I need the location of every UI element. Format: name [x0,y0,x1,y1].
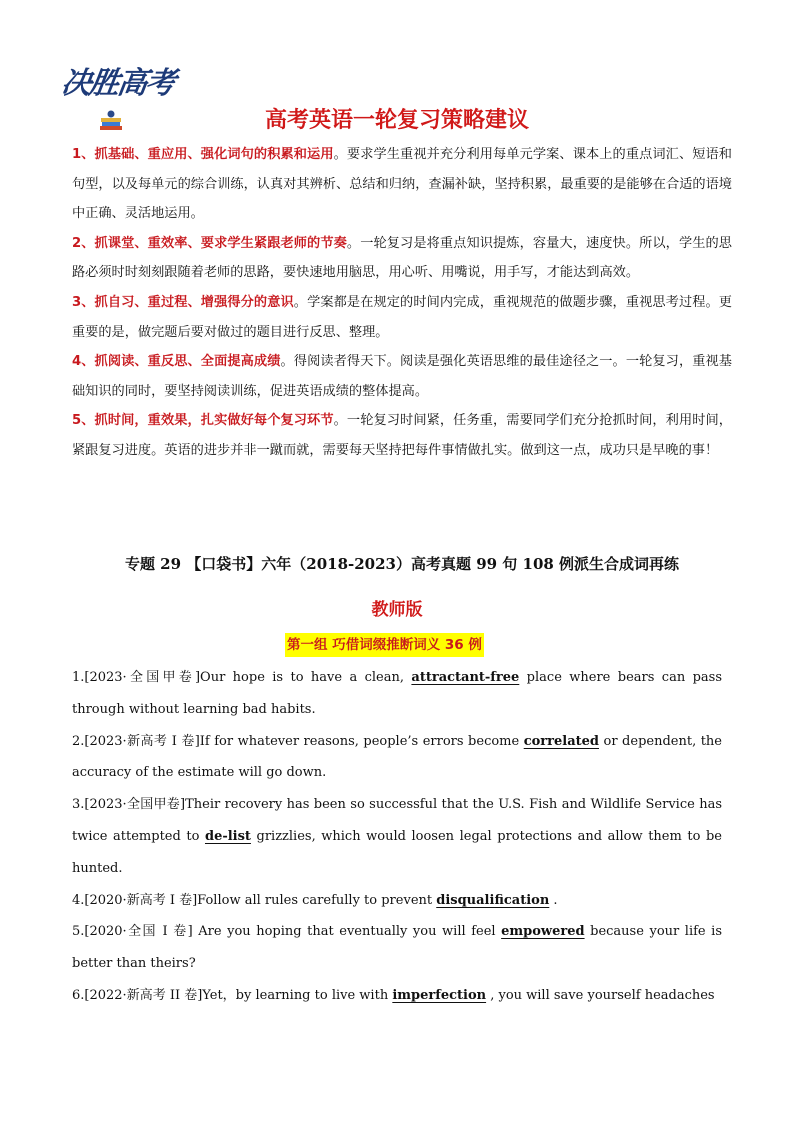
tip-heading: 3、抓自习、重过程、增强得分的意识 [72,294,294,310]
sentence-item [72,662,722,726]
page-title: 高考英语一轮复习策略建议 [264,108,529,133]
tip-body: 。要求学生重视并充分利用每单元学案、课本上的重点词汇、短语和句型，以及每单元的综合训练，认真对其辨析、总结和归纳，查漏补缺，坚持积累，最重要的是能够在合适的语境中正确、灵活地运用。 [72,147,732,222]
answer-word: disqualification [436,892,550,908]
sentence-text: or dependent, the accuracy of the estimate will go down. [72,733,723,781]
sentence-text: because your life is better than theirs? [72,924,722,972]
tip-body: 。得阅读者得天下。阅读是强化英语思维的最佳途径之一。一轮复习，重视基础知识的同时，要坚持阅读训练，促进英语成绩的整体提高。 [72,354,732,399]
tip-body: 。一轮复习时间紧，任务重，需要同学们充分抢抓时间，利用时间，紧跟复习进度。英语的进步并非一蹴而就，需要每天坚持把每件事情做扎实。做到这一点，成功只是早晚的事！ [72,413,732,458]
edition-label: 教师版 [371,600,423,620]
answer-word: attractant-free [411,670,520,685]
sentence-text: 3.[2023·全国甲卷]Their recovery has been so successful that the U.S. Fish and Wildlife Service has twice attempted to [72,797,722,844]
answer-word: empowered [501,924,585,940]
tip-body: 。学案都是在规定的时间内完成，重视规范的做题步骤，重视思考过程。更重要的是，做完题后要对做过的题目进行反思、整理。 [72,294,732,340]
sentence-text: 1.[2023·全国甲卷]Our hope is to have a clean, [72,670,412,685]
sentence-text: grizzlies, which would loosen legal protections and allow them to be hunted. [72,828,722,876]
tip-4 [72,347,732,406]
sentence-text: 4.[2020·新高考 I 卷]Follow all rules carefully to prevent [72,892,437,908]
answer-word: imperfection [392,987,487,1003]
tip-heading: 4、抓阅读、重反思、全面提高成绩 [72,354,281,370]
tip-heading: 5、抓时间，重效果，扎实做好每个复习环节 [72,413,334,429]
logo-text: 决胜高考 [59,66,176,101]
answer-word: correlated [523,733,599,749]
sentence-item [72,885,722,917]
topic-heading: 专题 29 【口袋书】六年（2018-2023）高考真题 99 句 108 例派生合成词再练 [124,555,680,573]
sentence-text: 2.[2023·新高考 I 卷]If for whatever reasons, people’s errors become [72,733,524,749]
tip-heading: 1、抓基础、重应用、强化词句的积累和运用 [72,147,334,162]
tip-3 [72,288,732,347]
group-heading: 第一组 巧借词缀推断词义 36 例 [285,633,484,657]
tip-body: 。一轮复习是将重点知识提炼，容量大，速度快。所以，学生的思路必须时时刻刻跟随着老师的思路，要快速地用脑思，用心听、用嘴说，用手写，才能达到高效。 [72,235,732,281]
sentence-text: , you will save yourself headaches [486,987,715,1003]
sentence-item [72,980,722,1012]
tip-5 [72,406,732,465]
answer-word: de-list [204,828,251,844]
sentence-text: 5.[2020·全国 I 卷] Are you hoping that eventually you will feel [72,924,502,940]
sentence-text: place where bears can pass through without learning bad habits. [72,670,723,717]
tip-2 [72,229,732,288]
example-sentences [72,662,722,1012]
strategy-tips [72,140,732,466]
sentence-item [72,916,722,980]
sentence-item [72,789,722,884]
sentence-text: 6.[2022·新高考 II 卷]Yet，by learning to live with [72,987,393,1003]
sentence-item [72,726,722,790]
tip-heading: 2、抓课堂、重效率、要求学生紧跟老师的节奏 [72,235,347,251]
sentence-text: . [549,892,558,908]
tip-1 [72,140,732,229]
